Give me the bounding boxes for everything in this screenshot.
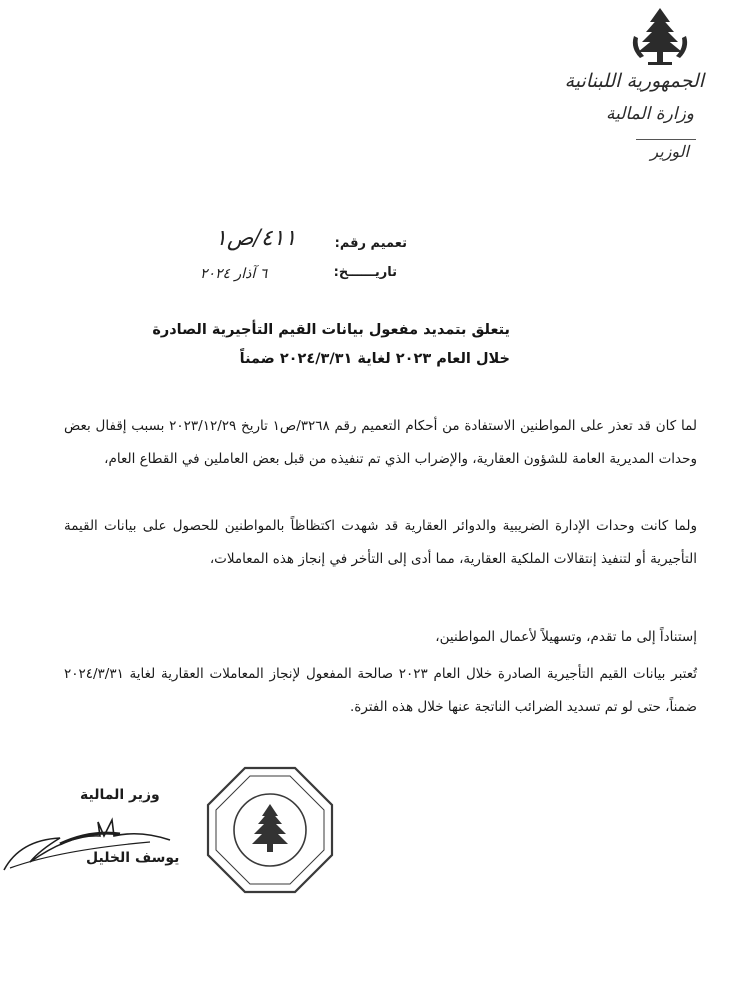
subject-line-1: يتعلق بتمديد مفعول بيانات القيم التأجيرية الصادرة (152, 322, 510, 338)
subject-line-2: خلال العام ٢٠٢٣ لغاية ٢٠٢٤/٣/٣١ ضمناً (239, 351, 510, 367)
signatory-title: وزير المالية (80, 787, 160, 803)
date-value: ٦ آذار ٢٠٢٤ (200, 266, 268, 282)
body-paragraph-4: تُعتبر بيانات القيم التأجيرية الصادرة خلال العام ٢٠٢٣ صالحة المفعول لإنجاز المعاملات العقارية لغاية ٢٠٢٤/٣/٣١ ضمناً، حتى لو تم تسديد الضرائب الناتجة عنها خلال هذه الفترة. (64, 666, 697, 715)
minister-heading: الوزير (650, 142, 689, 161)
body-paragraph-2: ولما كانت وحدات الإدارة الضريبية والدوائر العقارية قد شهدت اكتظاظاً بالمواطنين للحصول على بيانات القيمة التأجيرية أو لتنفيذ إنتقالات الملكية العقارية، مما أدى إلى التأخر في إنجاز هذه المعاملات، (64, 518, 697, 567)
ministry-name: وزارة المالية (606, 104, 694, 124)
letterhead-divider (636, 139, 696, 140)
body-paragraph-3: إستناداً إلى ما تقدم، وتسهيلاً لأعمال المواطنين، (435, 629, 697, 645)
circular-number-value: ٤١١/ص١ (215, 226, 297, 251)
circular-number-label: تعميم رقم: (334, 236, 407, 251)
official-stamp (200, 760, 340, 900)
republic-name: الجمهورية اللبنانية (564, 70, 704, 92)
cedar-emblem-icon (628, 6, 692, 68)
signatory-name: يوسف الخليل (86, 850, 180, 866)
date-label: تاريــــــخ: (333, 265, 397, 280)
stamp-cedar-icon (252, 804, 288, 852)
handwritten-signature (0, 800, 180, 880)
body-paragraph-1: لما كان قد تعذر على المواطنين الاستفادة من أحكام التعميم رقم ٣٢٦٨/ص١ تاريخ ٢٠٢٣/١٢/٢٩ بسبب إقفال بعض وحدات المديرية العامة للشؤون العقارية، والإضراب الذي تم تنفيذه من قبل بعض العاملين في القطاع العام، (64, 418, 697, 467)
